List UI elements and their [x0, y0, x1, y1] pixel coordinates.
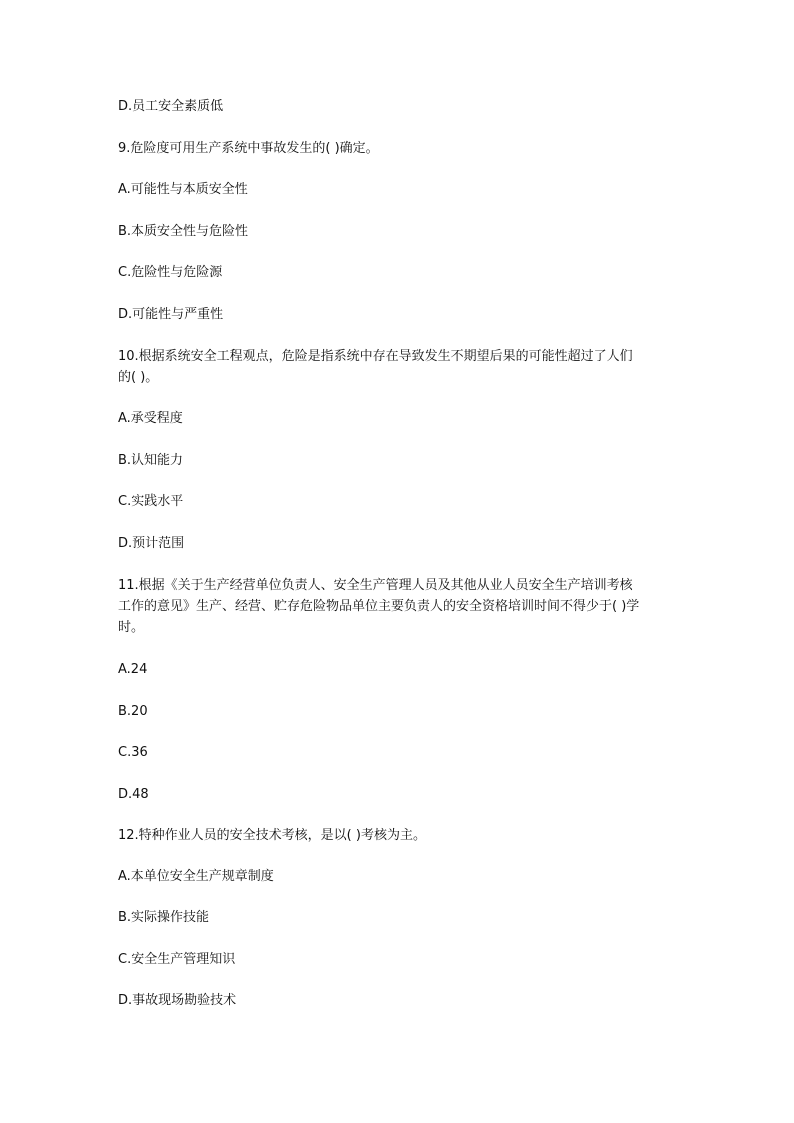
option-9c: C.危险性与危险源	[118, 265, 223, 280]
option-8d: D.员工安全素质低	[118, 99, 224, 114]
option-9d: D.可能性与严重性	[118, 307, 224, 322]
question-11-line-1: 11.根据《关于生产经营单位负责人、安全生产管理人员及其他从业人员安全生产培训考核	[118, 578, 633, 593]
question-12: 12.特种作业人员的安全技术考核，是以( )考核为主。	[118, 828, 426, 843]
option-11d: D.48	[118, 787, 149, 802]
option-11c: C.36	[118, 745, 148, 760]
question-11-line-3: 时。	[118, 620, 145, 635]
option-11a: A.24	[118, 662, 148, 677]
option-9a: A.可能性与本质安全性	[118, 182, 248, 197]
option-10b: B.认知能力	[118, 453, 184, 468]
option-12d: D.事故现场勘验技术	[118, 993, 237, 1008]
option-10d: D.预计范围	[118, 536, 185, 551]
question-10-line-1: 10.根据系统安全工程观点，危险是指系统中存在导致发生不期望后果的可能性超过了人们	[118, 349, 633, 364]
option-10c: C.实践水平	[118, 494, 184, 509]
option-10a: A.承受程度	[118, 411, 183, 426]
option-12c: C.安全生产管理知识	[118, 952, 236, 967]
question-11-line-2: 工作的意见》生产、经营、贮存危险物品单位主要负责人的安全资格培训时间不得少于( )学	[118, 599, 640, 614]
option-12b: B.实际操作技能	[118, 910, 210, 925]
option-12a: A.本单位安全生产规章制度	[118, 869, 274, 884]
question-9: 9.危险度可用生产系统中事故发生的( )确定。	[118, 141, 379, 156]
option-11b: B.20	[118, 704, 148, 719]
option-9b: B.本质安全性与危险性	[118, 224, 249, 239]
question-10-line-2: 的( )。	[118, 370, 159, 385]
